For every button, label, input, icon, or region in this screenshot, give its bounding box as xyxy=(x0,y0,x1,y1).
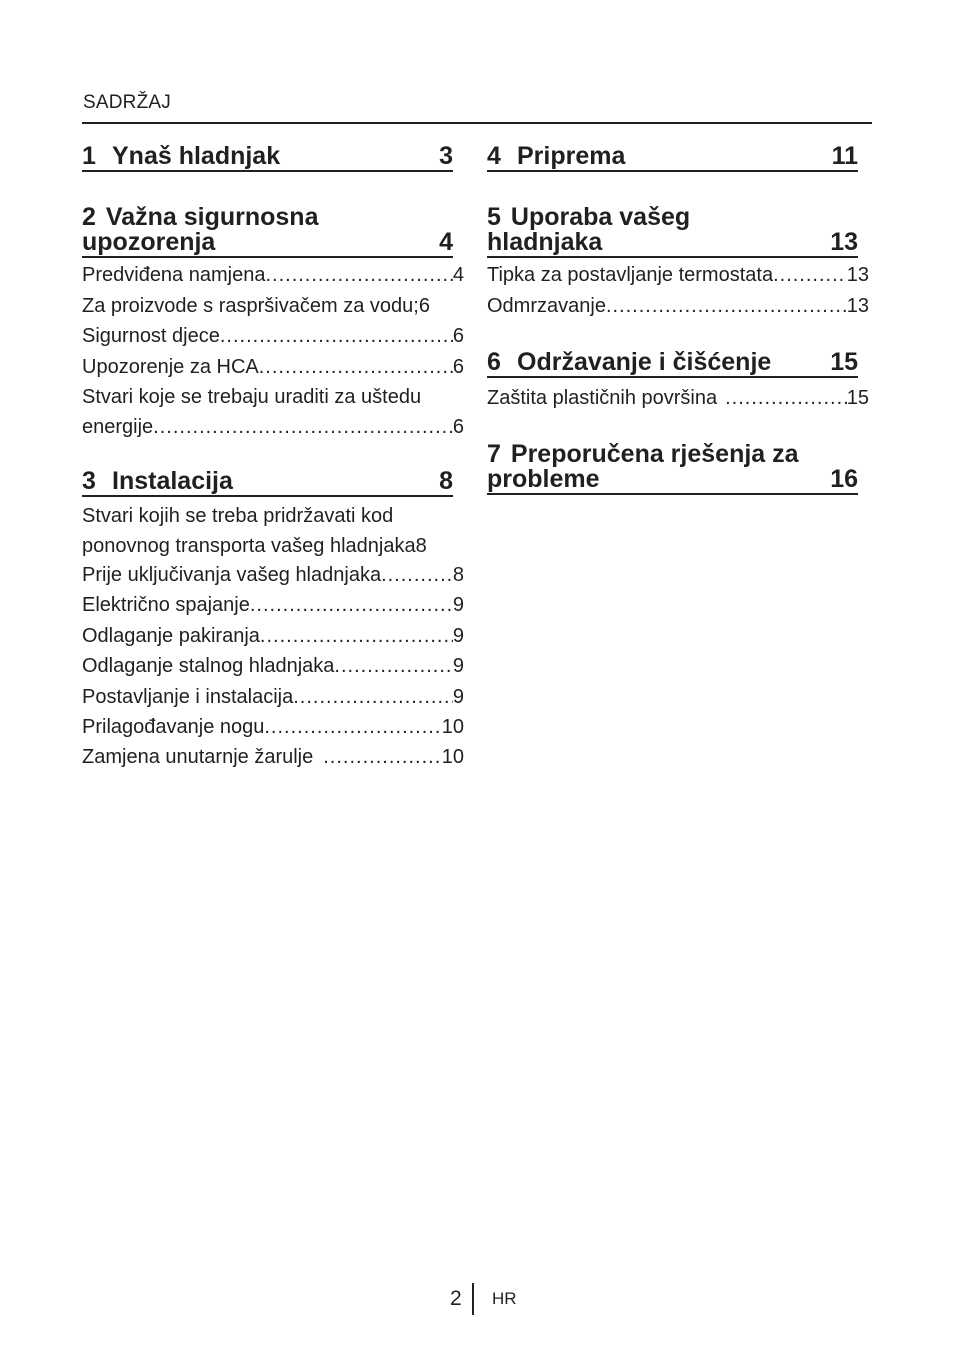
entry-label: Upozorenje za HCA xyxy=(82,356,259,378)
entry-page: 6 xyxy=(452,416,464,438)
section-title: Priprema xyxy=(517,142,626,170)
entry-page: 9 xyxy=(452,686,464,708)
entry-label: Odlaganje stalnog hladnjaka xyxy=(82,655,335,677)
section-number: 2 xyxy=(82,203,96,231)
entry-label-line1: Stvari koje se trebaju uraditi za uštedu xyxy=(82,386,422,408)
entry-page: 4 xyxy=(452,264,464,286)
section-page: 11 xyxy=(831,142,858,170)
toc-entry[interactable] xyxy=(82,560,464,590)
section-title: Preporučena rješenja za probleme xyxy=(487,440,799,493)
entry-page: 9 xyxy=(452,594,464,616)
entry-page: 9 xyxy=(452,625,464,647)
toc-entry[interactable] xyxy=(82,651,464,681)
entry-page: 6 xyxy=(452,325,464,347)
section-number: 3 xyxy=(82,467,96,495)
section-number: 6 xyxy=(487,348,501,376)
entry-page: 10 xyxy=(441,716,464,738)
header-rule xyxy=(82,122,872,124)
entry-page: 9 xyxy=(452,655,464,677)
section-number: 5 xyxy=(487,203,501,231)
entry-label-line2: ponovnog transporta vašeg hladnjaka xyxy=(82,535,416,557)
section-title: Važna sigurnosna upozorenja xyxy=(82,203,319,256)
entry-label: Odlaganje pakiranja xyxy=(82,625,260,647)
entry-page: 13 xyxy=(846,295,869,317)
header-label: SADRŽAJ xyxy=(83,92,171,113)
entry-page: 10 xyxy=(441,746,464,768)
section-page: 15 xyxy=(830,348,858,376)
entry-label: Zaštita plastičnih površina xyxy=(487,387,718,409)
entry-label: Zamjena unutarnje žarulje xyxy=(82,746,314,768)
toc-section-3[interactable] xyxy=(82,469,453,497)
entry-label: Postavljanje i instalacija xyxy=(82,686,294,708)
entry-label: Za proizvode s raspršivačem za vodu; xyxy=(82,295,419,317)
section-title: Uporaba vašeg hladnjaka xyxy=(487,203,691,256)
entry-label: Tipka za postavljanje termostata xyxy=(487,264,774,286)
entry-label: Sigurnost djece xyxy=(82,325,220,347)
toc-section-6[interactable] xyxy=(487,350,858,378)
toc-section-4[interactable] xyxy=(487,144,858,172)
toc-entry[interactable] xyxy=(82,712,464,742)
toc-entry[interactable] xyxy=(82,501,464,561)
section-page: 4 xyxy=(439,228,453,256)
toc-entry[interactable] xyxy=(82,321,464,351)
toc-section-5[interactable] xyxy=(487,205,858,258)
toc-section-1[interactable] xyxy=(82,144,453,172)
toc-entry[interactable] xyxy=(487,291,869,321)
toc-entry[interactable] xyxy=(82,682,464,712)
section-page: 13 xyxy=(830,228,858,256)
section-number: 7 xyxy=(487,440,501,468)
toc-entry[interactable] xyxy=(487,383,869,413)
entry-label: Električno spajanje xyxy=(82,594,250,616)
entry-label: Prije uključivanja vašeg hladnjaka xyxy=(82,564,382,586)
entry-page: 6 xyxy=(418,295,430,317)
section-page: 16 xyxy=(830,465,858,493)
footer-divider xyxy=(472,1283,474,1315)
section-page: 8 xyxy=(439,467,453,495)
toc-entry[interactable] xyxy=(82,621,464,651)
entry-label: Predviđena namjena xyxy=(82,264,266,286)
toc-entry[interactable] xyxy=(82,352,464,382)
section-number: 1 xyxy=(82,142,96,170)
toc-section-2[interactable] xyxy=(82,205,453,258)
entry-label: Odmrzavanje xyxy=(487,295,606,317)
entry-page: 15 xyxy=(846,387,869,409)
section-title: Održavanje i čišćenje xyxy=(517,348,772,376)
section-number: 4 xyxy=(487,142,501,170)
page-number: 2 xyxy=(450,1287,462,1310)
toc-section-7[interactable] xyxy=(487,442,858,495)
language-code: HR xyxy=(492,1289,517,1308)
entry-page: 6 xyxy=(452,356,464,378)
entry-page: 8 xyxy=(415,535,427,557)
section-title: Ynaš hladnjak xyxy=(112,142,281,170)
toc-entry[interactable] xyxy=(82,590,464,620)
toc-entry[interactable] xyxy=(487,260,869,290)
section-page: 3 xyxy=(439,142,453,170)
entry-label: Prilagođavanje nogu xyxy=(82,716,265,738)
entry-page: 13 xyxy=(846,264,869,286)
entry-page: 8 xyxy=(452,564,464,586)
section-title: Instalacija xyxy=(112,467,233,495)
toc-entry[interactable] xyxy=(82,382,464,442)
entry-label-line1: Stvari kojih se treba pridržavati kod xyxy=(82,505,394,527)
entry-label-line2: energije xyxy=(82,416,154,438)
toc-entry[interactable] xyxy=(82,260,464,290)
toc-entry[interactable] xyxy=(82,291,464,321)
toc-entry[interactable] xyxy=(82,742,464,772)
